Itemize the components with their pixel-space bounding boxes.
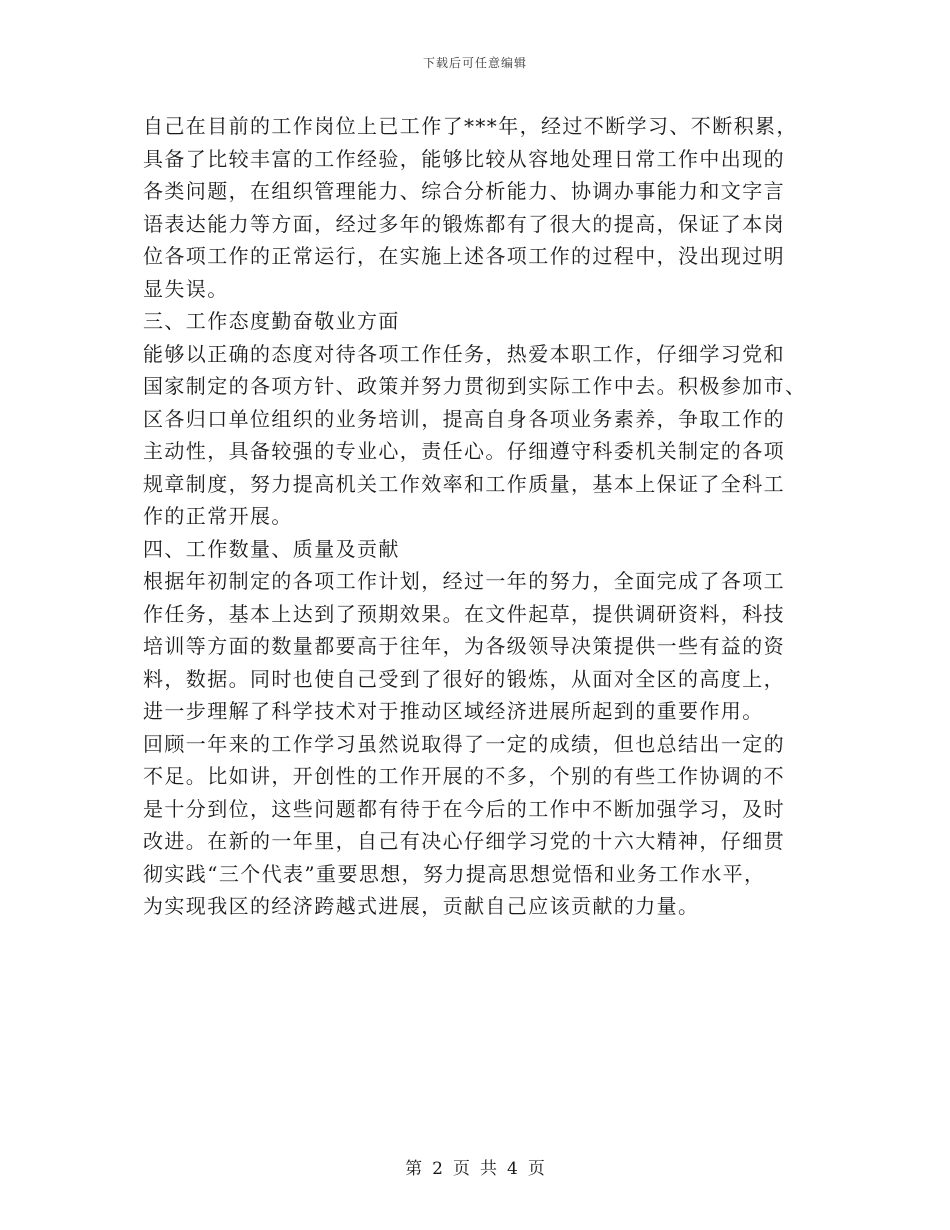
text-line: 为实现我区的经济跨越式进展，贡献自己应该贡献的力量。 <box>143 894 700 918</box>
text-line: 显失误。 <box>143 276 229 301</box>
text-line: 规章制度，努力提高机关工作效率和工作质量，基本上保证了全科工 <box>143 471 785 496</box>
text-line: 不足。比如讲，开创性的工作开展的不多，个别的有些工作协调的不 <box>143 764 785 788</box>
text-line: 具备了比较丰富的工作经验，能够比较从容地处理日常工作中出现的 <box>143 146 785 171</box>
footer-current-page: 2 <box>432 1159 443 1179</box>
text-line: 是十分到位，这些问题都有待于在今后的工作中不断加强学习，及时 <box>143 796 785 821</box>
section-heading-3: 三、工作态度勤奋敬业方面 <box>143 309 400 333</box>
footer-prefix: 第 <box>405 1159 423 1179</box>
text-line: 国家制定的各项方针、政策并努力贯彻到实际工作中去。积极参加市、 <box>143 374 807 398</box>
text-line: 主动性，具备较强的专业心，责任心。仔细遵守科委机关制定的各项 <box>143 439 785 463</box>
page-footer <box>0 1154 950 1179</box>
text-line: 自己在目前的工作岗位上已工作了***年，经过不断学习、不断积累， <box>143 114 798 138</box>
footer-total-word: 共 <box>480 1159 497 1179</box>
page-header-note: 下载后可任意编辑 <box>422 56 527 70</box>
text-line: 语表达能力等方面，经过多年的锻炼都有了很大的提高，保证了本岗 <box>143 211 785 236</box>
section-heading-4: 四、工作数量、质量及贡献 <box>143 536 400 561</box>
text-line: 彻实践“三个代表”重要思想，努力提高思想觉悟和业务工作水平， <box>143 861 766 886</box>
body-text <box>143 110 811 923</box>
text-line: 各类问题，在组织管理能力、综合分析能力、协调办事能力和文字言 <box>143 179 785 203</box>
footer-page-word: 页 <box>453 1159 470 1179</box>
text-line: 改进。在新的一年里，自己有决心仔细学习党的十六大精神，仔细贯 <box>143 829 785 853</box>
text-line: 作的正常开展。 <box>143 504 293 528</box>
footer-total-pages: 4 <box>507 1159 518 1179</box>
text-line: 回顾一年来的工作学习虽然说取得了一定的成绩，但也总结出一定的 <box>143 731 785 756</box>
text-line: 区各归口单位组织的业务培训，提高自身各项业务素养，争取工作的 <box>143 406 785 431</box>
text-line: 进一步理解了科学技术对于推动区域经济进展所起到的重要作用。 <box>143 699 764 723</box>
text-line: 根据年初制定的各项工作计划，经过一年的努力，全面完成了各项工 <box>143 569 785 593</box>
footer-suffix: 页 <box>527 1159 545 1179</box>
text-line: 作任务，基本上达到了预期效果。在文件起草，提供调研资料，科技 <box>143 601 785 626</box>
text-line: 料，数据。同时也使自己受到了很好的锻炼，从面对全区的高度上， <box>143 666 785 691</box>
text-line: 培训等方面的数量都要高于往年，为各级领导决策提供一些有益的资 <box>143 634 785 658</box>
text-line: 位各项工作的正常运行，在实施上述各项工作的过程中，没出现过明 <box>143 244 785 268</box>
text-line: 能够以正确的态度对待各项工作任务，热爱本职工作，仔细学习党和 <box>143 341 785 366</box>
